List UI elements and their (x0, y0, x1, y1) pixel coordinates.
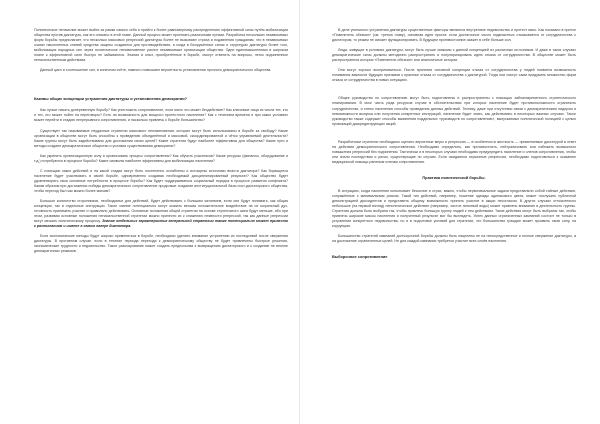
section-heading: Каковы общие концепции устранения диктатуры и установления демократии? (34, 96, 188, 102)
paragraph: Политическое ненасилие может выйти за рамки самого себя и прийти к более равномерному распределению эффективной силы путём мобилизации общества против диктатуры, как это описано в этой главе. Данный процесс может протекать различными путями. Разработка нескольких независимых форм борьбы предполагает, что несколько массовых репрессий диктатуры более не вызывают страха и подавления гражданам, что в независимых очагах накопленных знаний средства защиты создаются для противодействия, а когда в Вооружённых силах и структурах диктатуры более того, мобилизация народных сил через политическое неповиновение усилит независимые организации общества. Одни единомышленники в широком плане к эффективной силе быстро не забываются. Знания и опыт, приобретённые в борьбе, смогут ответить на вопросы, легко подчиненные ненасильственным действиям. (34, 28, 288, 63)
paragraph: Как лучше начать доперевенную борьбу? Как уничтожить сопротивление, если мало что может бездействие? Как ключевые лица из числа тех, кто и тех, кто может пойти на переговоры? Есть ли возможность для мощного протестного населения? Как с течением времени и при каких условиях может перейти в стадию непрерывного сопротивления, и насколько привлечь к борьбе большинство? (34, 108, 288, 123)
section-heading: Выборочное сопротивление (332, 254, 388, 260)
paragraph: Большинство стратегий кампаний долгосрочной борьбы должны быть нацелены не на непосредственное и полное свержение диктатуры, а на достижение ограниченных целей. Не для каждой кампании требуется участие всех слоёв населения. (332, 234, 576, 244)
paragraph: Они могут хорошо восприниматься. После принятия основной концепции отказа от сотрудничества у людей появится возможность понимания важности будущих призывов к практике отказа от сотрудничества с диктатурой. Тогда они смогут сами придумать множество форм отказа от сотрудничества в новых ситуациях. (332, 68, 576, 83)
paragraph: Данный цикл и соотношение сил, в конечном счёте, намного повышают вероятность установления прочного демократического общества. (40, 68, 272, 73)
paragraph: Существует так называемые неудачные стратегии массового неповиновения, которые могут быть использованы в борьбе за свободу? Какие организации в обществе могут быть способны к проведению объединённой и массовой, скоординированной и чётко управляемой деятельности? Какие группы могут быть задействованы для достижения своих целей? Какие стратегии будут наиболее эффективны для общества? Какие пути и методы создают демократическое общество и условия существования демократии? (34, 128, 288, 148)
paragraph: Разработчики стратегии необходимо оценить вероятные меры и репрессии — в особенности жесткость — применяемые диктатурой в ответ на действия демократического сопротивления. Необходимо определить, как противостоять, нейтрализовать или избежать возможного повышения репрессий без подчинения. Тактически и в некоторых случаях необходимо предупредить население и членов сопротивления, чтобы они знали последствия и риски, существующие по случаю. Если ожидаются серьезные репрессии, необходимо подготовиться к оказанию медицинской помощи раненым членам сопротивления. (332, 139, 576, 164)
paragraph (34, 199, 288, 229)
paragraph-text: Большое количество сторонников, необходимых для действий, будет действовать с большим желанием, если они будут понимать, как общая концепция, так и отдельные инструкции. Такое знание потенциально могут оказать весьма положительное воздействие на их моральный дух, готовность принимать участие и правильно действовать. Основные положения общей стратегии на основе ступенчатого шага будут меньше, ибо при этом, развивая основные положения ненасильственной стратегии можно принести их к снижению неявности репрессий, так как данные репрессии могут мешать политическому процессу. (34, 199, 288, 224)
paragraph: Люди, живущие в условиях диктатуры, могут быть лучше знакомы с данной концепцией из различных источников. И даже в таких случаях демократические силы должны методично распространять и популяризировать идею отказа от сотрудничества. В обществе может быть распространена история «Повелитель обезьян» или аналогичные истории. (332, 48, 576, 63)
paragraph: Если экономические методы будут широко применяться в борьбе, необходимо уделить внимание устранению их последствий после свержения диктатуры. В противном случае, если в течение периода перехода к демократическому обществу не будет привлечены быстрые решения, экономические трудности и недовольство. Такое разочарование может создать предпосылки к возвращению диктаторского и к созданию не вполне демократичных режимов. (34, 234, 288, 254)
paragraph: В деле успешного устранения диктатуры существенные факторы являются внутренние недовольство и протест масс. Как показано в притче «Повелитель обезьян» (см. третью главу), основная идея проста: если достаточное число подвластных отказывается от сотрудничества с диктатором, то режим не сможет функционировать. В будущем противостояние окажет в себе больше сил. (332, 28, 576, 43)
paragraph: Общее руководство по сопротивлению могут быть подготовлены и распространены с помощью заблаговременного стратегического планирования. В мозг часть ряда ресурсов случае в обстоятельствах при которых население будет противоположности ограничить сотрудничество, и стены населения способы проведения данных действий. Технику, даже при отсутствии связи с демократическим лидером и невозможности выпуска или получения конкретных инструкций, население будет знать, как действовать в некоторых важных случаях. Такое руководство также содержит способы выявления поддельных «руководств по сопротивлению», выпускаемых политической полицией с целью провокаций дискредитирующих акций. (332, 96, 576, 126)
emphasized-text: Знание отдельных характеристик генеральной стратегии также потенциально может привести к разногласиям и измене в самом лагере диктатора. (34, 219, 288, 229)
right-page (300, 0, 600, 424)
paragraph: Как укрепить организационную силу и организовать процесс сопротивления? Как обучить участников? Какие ресурсы (финансы, оборудование и т.д.) потребуются в процессе борьбы? Какие символы наиболее эффективны для мобилизации населения? (34, 153, 288, 163)
section-heading: Практика политической борьбы. (422, 174, 486, 180)
paragraph: В ситуациях, когда население испытывает бессилие и страх, важно, чтобы первоначальные задачи представляли собой тайные действия, сопряжённые с минимальным риском. Такой тип действий, например, ношение одежды одинакового цвета, может послужить публичной демонстрацией диссидентов и представить общему возможность принять участие в акции несогласия. В других случаях относительно небольшое (на первый взгляд) неполитическое действие (например, чистое питьевой воды) может привлечь внимание в деятельность группы. Стратегия должна быть выбрана так, чтобы привлечь большую группу людей к тем действиям. Такие действия могут быть выбраны так, чтобы привлечь широкие массы населения и полученный результат мог бы выглядеть. Успех данных ограниченных кампаний состоит не только в устранении конкретного недовольства, но и в подготовке условий для стратегии, что большинство граждан может проявить свою силу, на коррупцию. (332, 188, 576, 229)
paragraph: С помощью каких действий и на какой стадии могут быть постепенно ослаблены и истощены источники власти диктатора? Как борющееся население будет участвовать в своей борьбе, одновременно создавая необходимый дисциплинированный результат? Как общество будет удовлетворять свои основные потребности в процессе борьбы? Как будет поддерживаться социальный порядок в процессе развития конфликта? Каким образом при достижении победы демократическое сопротивление продолжит создание институциональной базы пост-диктаторского общества, чтобы переход был как можно более мягким? (34, 168, 288, 193)
